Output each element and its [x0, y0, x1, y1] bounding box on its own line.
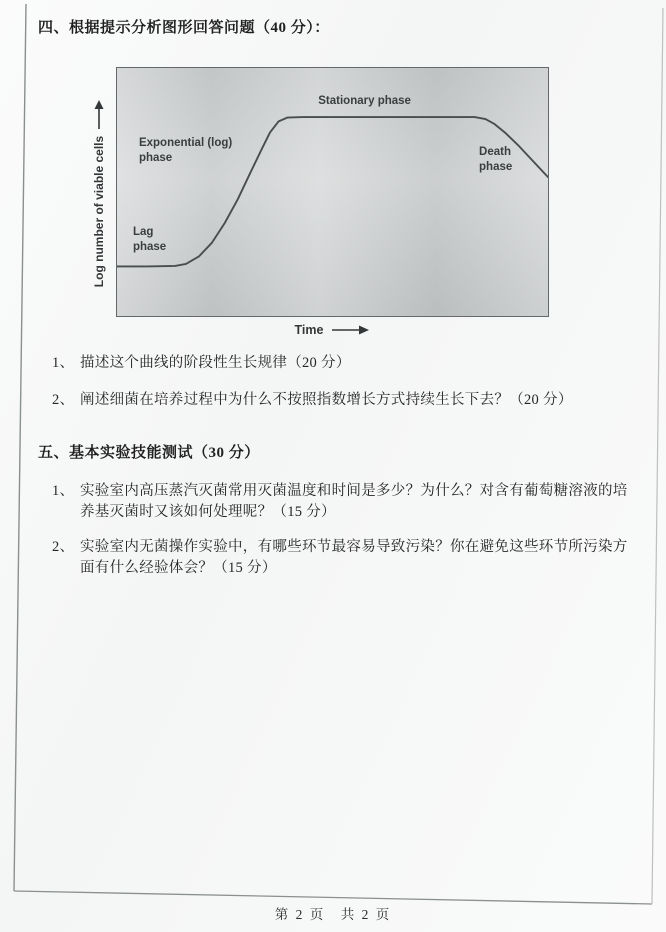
- question-4-2: [52, 390, 642, 411]
- up-arrow-icon: [94, 99, 104, 129]
- question-text: 描述这个曲线的阶段性生长规律（20 分）: [80, 355, 351, 371]
- page-footer: 第 2 页 共 2 页: [274, 907, 392, 922]
- right-arrow-icon: [332, 325, 370, 335]
- question-number: 2、: [52, 539, 75, 555]
- y-axis-label: [89, 77, 109, 309]
- annotation-exponential-phase: Exponential (log) phase: [138, 137, 233, 165]
- question-number: 1、: [52, 355, 75, 371]
- section-5-heading: 五、基本实验技能测试（30 分）: [38, 445, 260, 461]
- question-number: 1、: [52, 483, 75, 499]
- question-4-1: [52, 353, 642, 374]
- question-5-2: [52, 537, 632, 579]
- question-number: 2、: [52, 392, 75, 408]
- question-5-1: [52, 481, 632, 523]
- annotation-death-phase: Death phase: [479, 145, 513, 173]
- question-text: 实验室内高压蒸汽灭菌常用灭菌温度和时间是多少？为什么？对含有葡萄糖溶液的培养基灭菌时又该如何处理呢？（15 分）: [80, 483, 628, 520]
- section-4-heading: 四、根据提示分析图形回答问题（40 分）：: [38, 20, 330, 36]
- growth-curve-plot: [116, 67, 549, 317]
- annotation-lag-phase: Lag phase: [132, 226, 167, 254]
- annotation-stationary-phase: Stationary phase: [318, 95, 411, 108]
- question-text: 阐述细菌在培养过程中为什么不按照指数增长方式持续生长下去？（20 分）: [80, 392, 573, 408]
- y-axis-label-text: Log number of viable cells: [92, 135, 106, 288]
- question-text: 实验室内无菌操作实验中，有哪些环节最容易导致污染？你在避免这些环节所污染方面有什么经验体会？（15 分）: [80, 539, 628, 576]
- x-axis-label: [116, 321, 549, 339]
- x-axis-label-text: Time: [294, 323, 324, 337]
